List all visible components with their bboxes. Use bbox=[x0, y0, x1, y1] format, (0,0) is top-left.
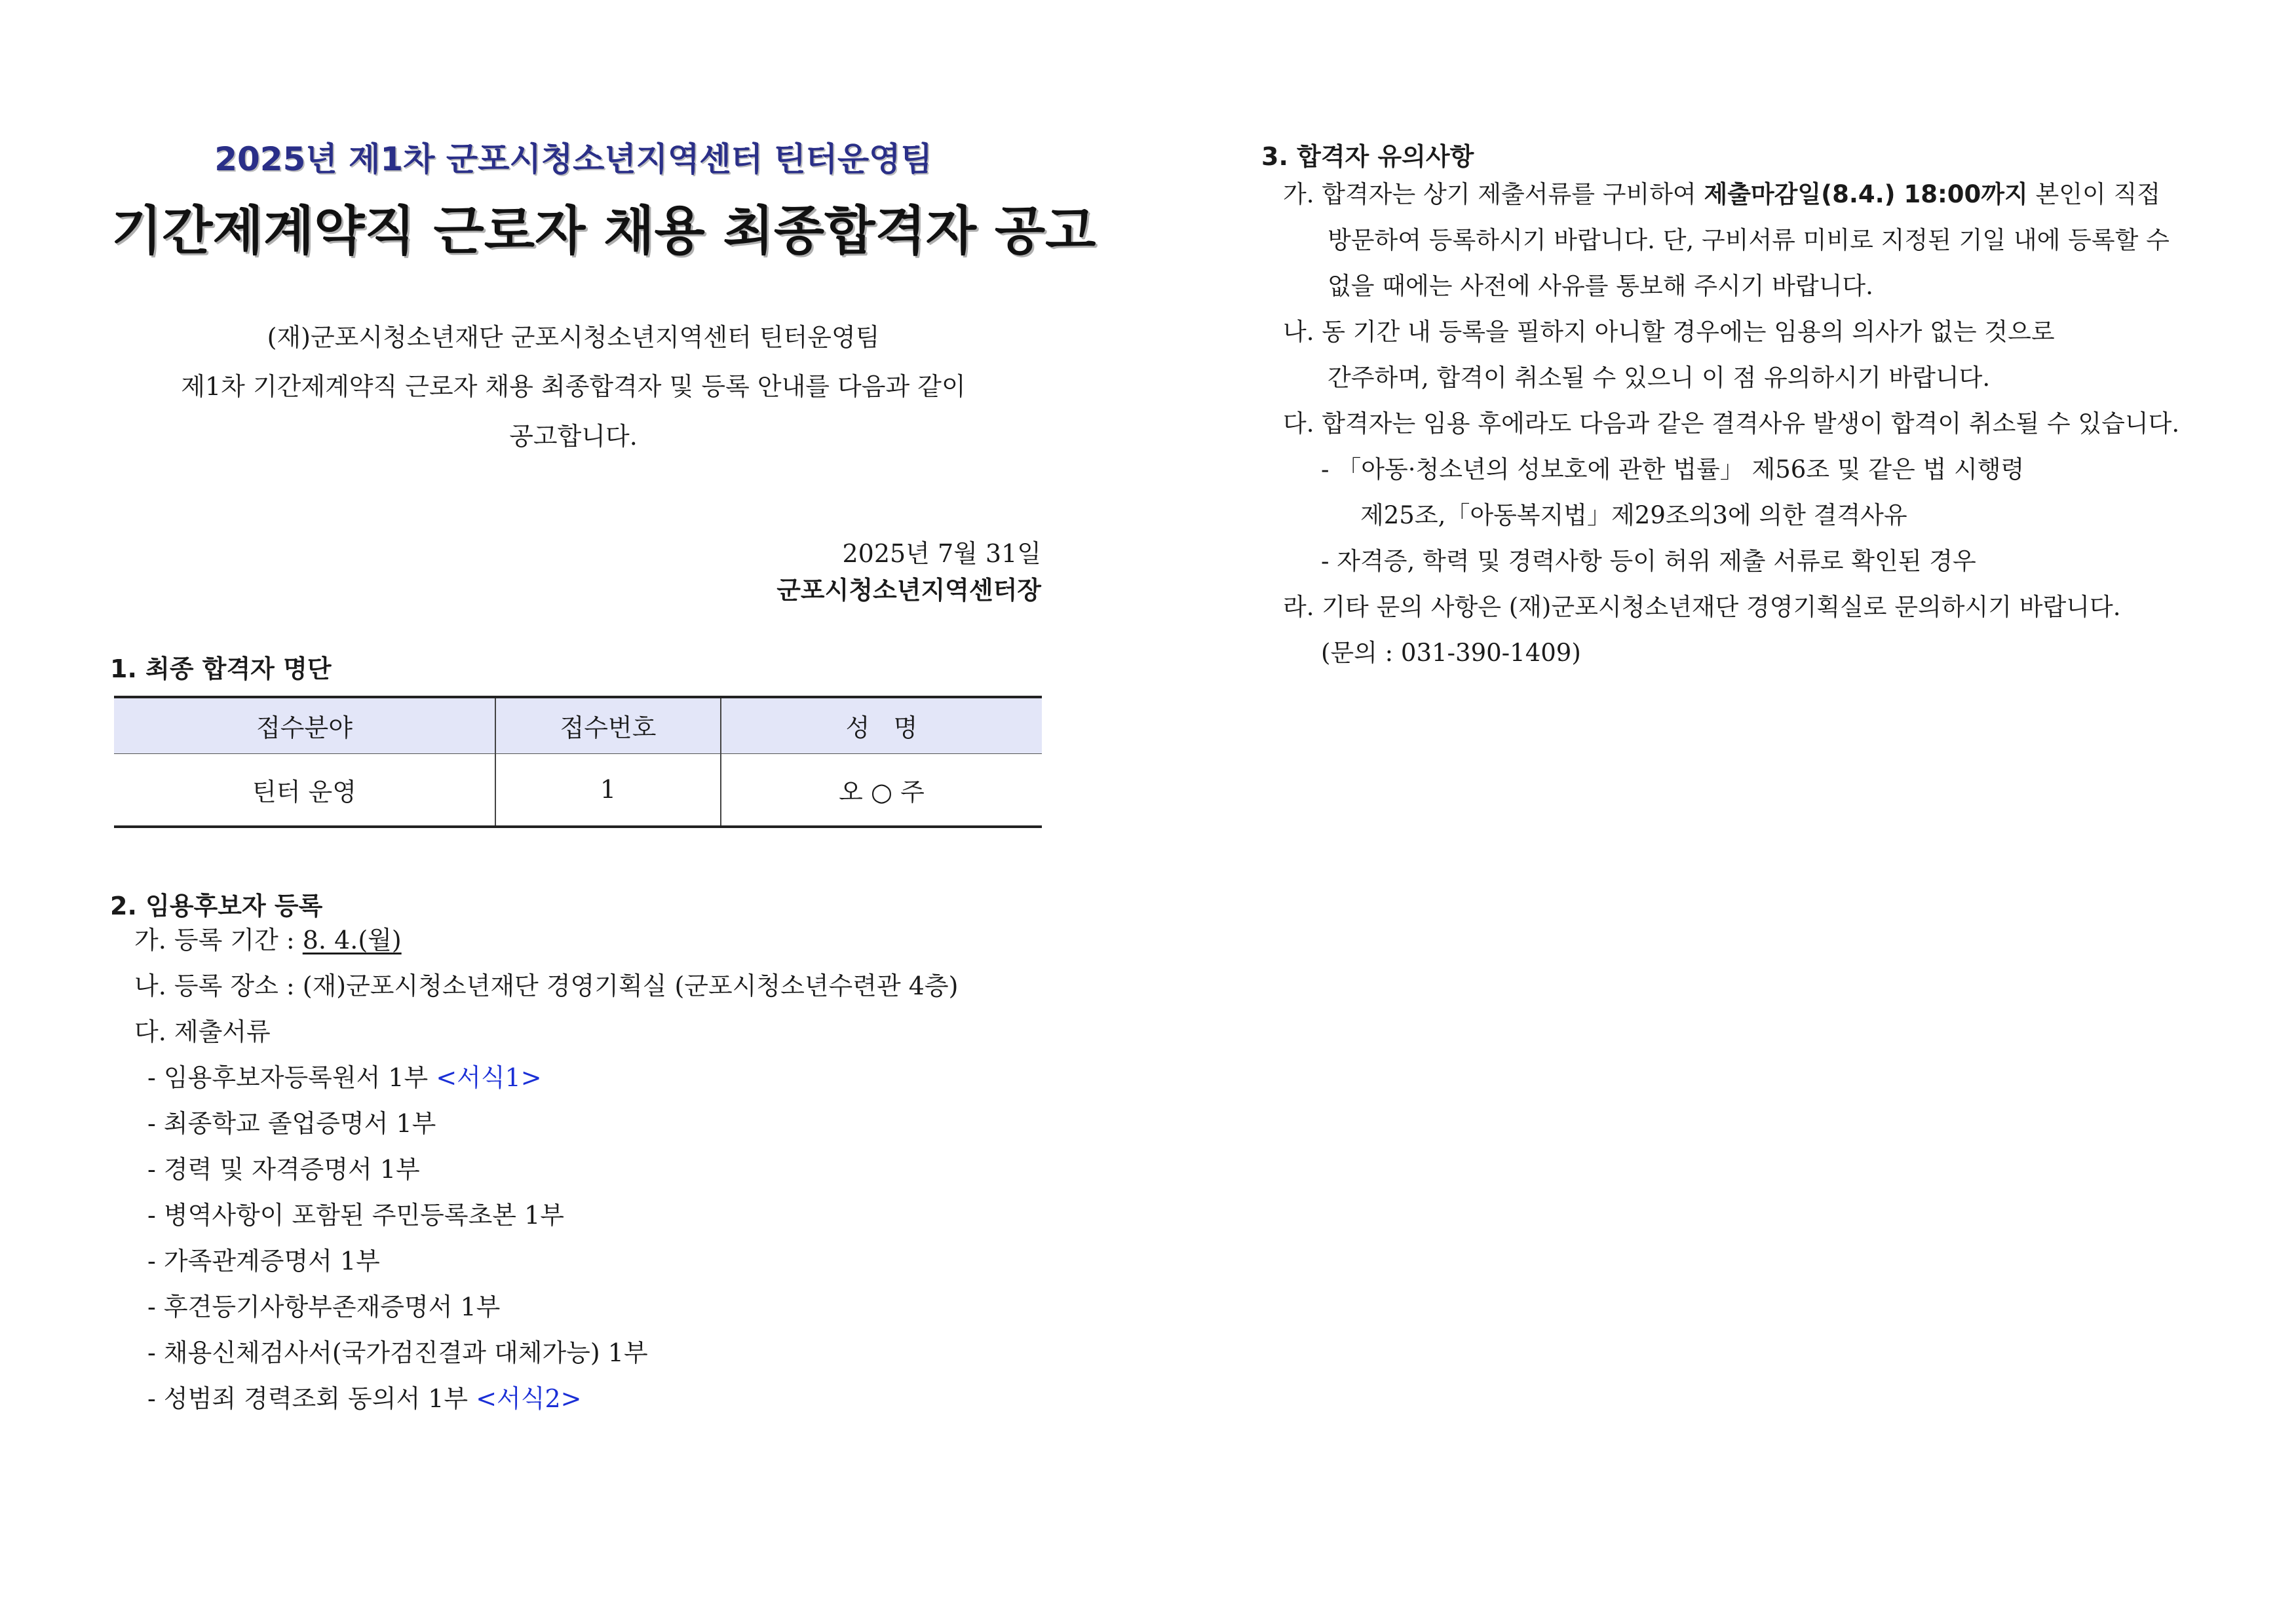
notice-ga-line-2: 방문하여 등록하시기 바랍니다. 단, 구비서류 미비로 지정된 기일 내에 등록할 수 bbox=[1328, 226, 2170, 254]
list-item: - 병역사항이 포함된 주민등록초본 1부 bbox=[147, 1201, 564, 1230]
document-title: 기간제계약직 근로자 채용 최종합격자 공고 bbox=[111, 200, 1096, 261]
intro-line-2: 제1차 기간제계약직 근로자 채용 최종합격자 및 등록 안내를 다음과 같이 bbox=[181, 372, 966, 401]
table-header-row bbox=[114, 697, 1042, 753]
intro-line-3: 공고합니다. bbox=[509, 422, 638, 451]
notice-da-line-4: - 자격증, 학력 및 경력사항 등이 허위 제출 서류로 확인된 경우 bbox=[1321, 547, 1976, 575]
list-item: - 임용후보자등록원서 1부 <서식1> bbox=[147, 1063, 542, 1092]
notice-na-line-1: 나. 동 기간 내 등록을 필하지 아니할 경우에는 임용의 의사가 없는 것으로 bbox=[1283, 318, 2055, 346]
notice-da-line-1: 다. 합격자는 임용 후에라도 다음과 같은 결격사유 발생이 합격이 취소될 수 있습니다. bbox=[1283, 409, 2180, 438]
list-item: - 채용신체검사서(국가검진결과 대체가능) 1부 bbox=[147, 1338, 648, 1367]
registration-period-value: 8. 4.(월) bbox=[302, 926, 402, 954]
notice-da-line-3: 제25조,「아동복지법」제29조의3에 의한 결격사유 bbox=[1360, 501, 1907, 529]
list-item: - 성범죄 경력조회 동의서 1부 <서식2> bbox=[147, 1384, 582, 1413]
section3-heading: 3. 합격자 유의사항 bbox=[1261, 142, 1474, 171]
registration-place: 나. 등록 장소 : (재)군포시청소년재단 경영기획실 (군포시청소년수련관 4층) bbox=[134, 972, 959, 1000]
form1-link[interactable]: <서식1> bbox=[436, 1063, 542, 1092]
section1-heading: 1. 최종 합격자 명단 bbox=[110, 654, 332, 683]
section2-heading: 2. 임용후보자 등록 bbox=[110, 892, 323, 920]
header-number: 접수번호 bbox=[495, 697, 721, 753]
cell-field: 틴터 운영 bbox=[114, 753, 495, 827]
notice-ga-line-3: 없을 때에는 사전에 사유를 통보해 주시기 바랍니다. bbox=[1328, 272, 1873, 300]
list-item: - 경력 및 자격증명서 1부 bbox=[147, 1155, 420, 1184]
contact-phone: (문의 : 031-390-1409) bbox=[1321, 639, 1581, 667]
announcement-date: 2025년 7월 31일 bbox=[842, 539, 1041, 568]
registration-period bbox=[134, 928, 402, 953]
notice-ga-line-1: 가. 합격자는 상기 제출서류를 구비하여 제출마감일(8.4.) 18:00까지 본인이 직접 bbox=[1283, 180, 2160, 208]
registration-period-label: 가. 등록 기간 : bbox=[134, 926, 303, 954]
cell-number: 1 bbox=[495, 753, 721, 827]
notice-ra-line-1: 라. 기타 문의 사항은 (재)군포시청소년재단 경영기획실로 문의하시기 바랍니다. bbox=[1283, 593, 2121, 621]
list-item: - 최종학교 졸업증명서 1부 bbox=[147, 1109, 436, 1138]
table-row bbox=[114, 753, 1042, 827]
deadline-text: 제출마감일(8.4.) 18:00까지 bbox=[1704, 180, 2028, 208]
issuer-name: 군포시청소년지역센터장 bbox=[776, 576, 1041, 605]
list-item: - 가족관계증명서 1부 bbox=[147, 1247, 380, 1275]
list-item: - 후견등기사항부존재증명서 1부 bbox=[147, 1293, 501, 1321]
documents-label: 다. 제출서류 bbox=[134, 1017, 271, 1046]
document-subtitle: 2025년 제1차 군포시청소년지역센터 틴터운영팀 bbox=[214, 140, 932, 178]
intro-line-1: (재)군포시청소년재단 군포시청소년지역센터 틴터운영팀 bbox=[267, 323, 880, 352]
cell-name: 오 ○ 주 bbox=[721, 753, 1042, 827]
notice-da-line-2: - 「아동·청소년의 성보호에 관한 법률」 제56조 및 같은 법 시행령 bbox=[1321, 455, 2025, 483]
finalist-table bbox=[114, 696, 1042, 828]
header-name: 성 명 bbox=[721, 697, 1042, 753]
form2-link[interactable]: <서식2> bbox=[476, 1384, 582, 1413]
header-field: 접수분야 bbox=[114, 697, 495, 753]
notice-na-line-2: 간주하며, 합격이 취소될 수 있으니 이 점 유의하시기 바랍니다. bbox=[1328, 364, 1991, 392]
